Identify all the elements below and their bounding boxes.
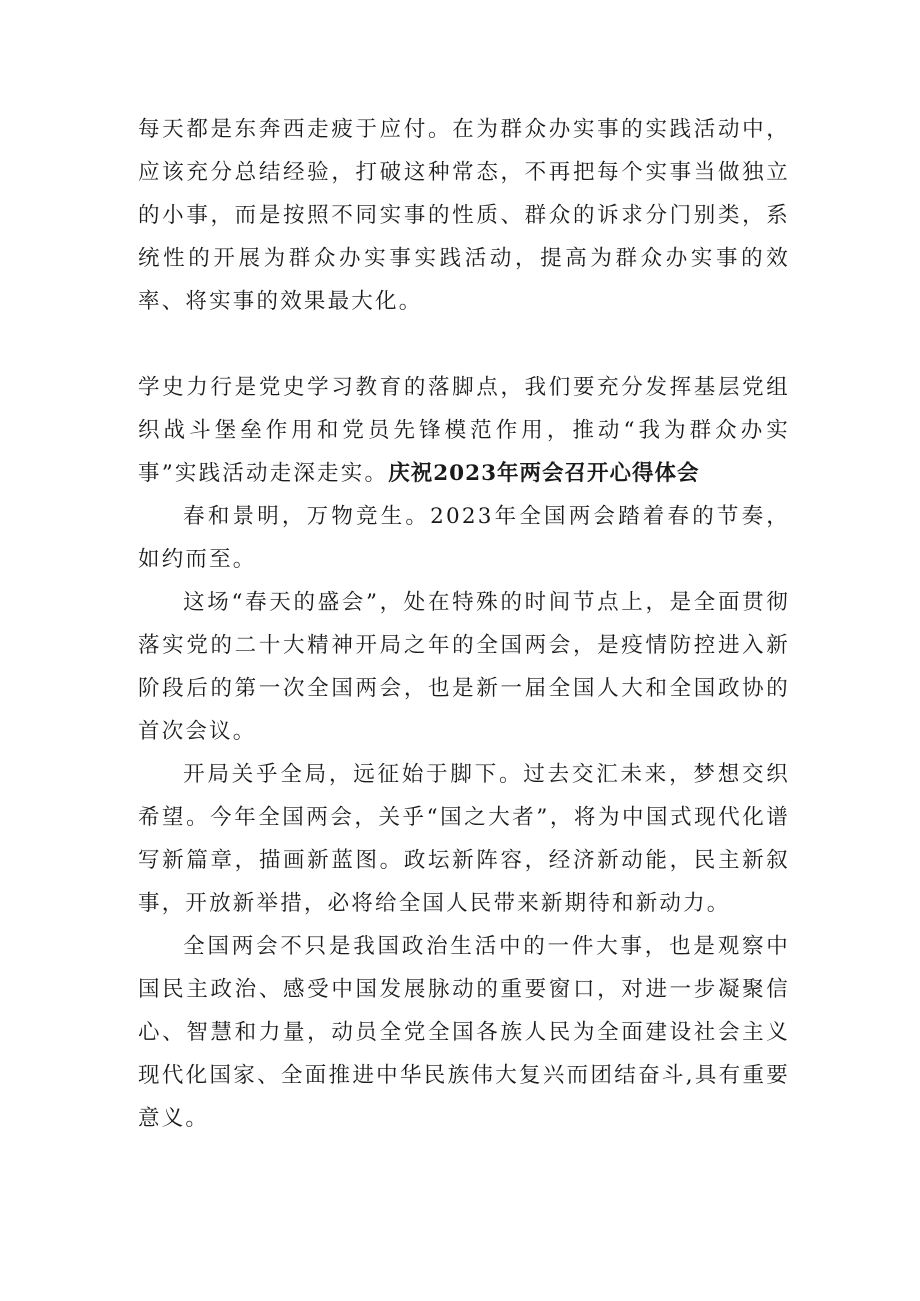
paragraph-2 bbox=[138, 366, 790, 495]
paragraph-5: 开局关乎全局，远征始于脚下。过去交汇未来，梦想交织希望。今年全国两会，关乎“国之大者”，将为中国式现代化谱写新篇章，描画新蓝图。政坛新阵容，经济新动能，民主新叙事，开放新举措，必将给全国人民带来新期待和新动力。 bbox=[138, 762, 790, 916]
paragraph-1: 每天都是东奔西走疲于应付。在为群众办实事的实践活动中，应该充分总结经验，打破这种常态，不再把每个实事当做独立的小事，而是按照不同实事的性质、群众的诉求分门别类，系统性的开展为群众办实事实践活动，提高为群众办实事的效率、将实事的效果最大化。 bbox=[138, 117, 790, 314]
paragraph-3: 春和景明，万物竞生。2023年全国两会踏着春的节奏，如约而至。 bbox=[138, 504, 790, 572]
paragraph-2-text: 学史力行是党史学习教育的落脚点，我们要充分发挥基层党组织战斗堡垒作用和党员先锋模范作用，推动“我为群众办实事”实践活动走深走实。 bbox=[138, 375, 790, 486]
paragraph-4: 这场“春天的盛会”，处在特殊的时间节点上，是全面贯彻落实党的二十大精神开局之年的全国两会，是疫情防控进入新阶段后的第一次全国两会，也是新一届全国人大和全国政协的首次会议。 bbox=[138, 590, 790, 744]
section-heading: 庆祝2023年两会召开心得体会 bbox=[388, 461, 700, 486]
paragraph-6: 全国两会不只是我国政治生活中的一件大事，也是观察中国民主政治、感受中国发展脉动的重要窗口，对进一步凝聚信心、智慧和力量，动员全党全国各族人民为全面建设社会主义现代化国家、全面推进中华民族伟大复兴而团结奋斗,具有重要意义。 bbox=[138, 934, 790, 1131]
paragraph-gap bbox=[138, 323, 790, 366]
document-page bbox=[138, 108, 790, 1140]
